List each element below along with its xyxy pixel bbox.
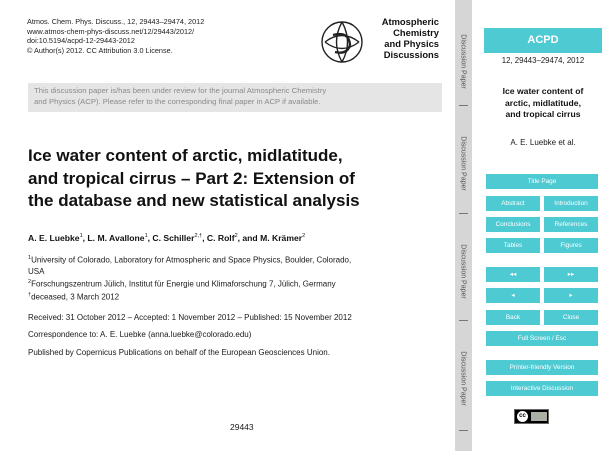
logo-line: Chemistry xyxy=(393,27,439,38)
full-screen-button[interactable]: Full Screen / Esc xyxy=(486,331,598,346)
conclusions-button[interactable]: Conclusions xyxy=(486,217,540,232)
interactive-discussion-button[interactable]: Interactive Discussion xyxy=(486,381,598,396)
affiliation-text: deceased, 3 March 2012 xyxy=(31,292,120,302)
citation-line: Atmos. Chem. Phys. Discuss., 12, 29443–29474, 2012 xyxy=(27,17,205,26)
running-title-line: arctic, midlatitude, xyxy=(505,97,581,108)
url-line[interactable]: www.atmos-chem-phys-discuss.net/12/29443/2012/ xyxy=(27,26,195,36)
next-page-button[interactable]: ▸ xyxy=(544,288,598,303)
affil-mark: † xyxy=(28,291,32,298)
publisher-line: Published by Copernicus Publications on behalf of the European Geosciences Union. xyxy=(28,348,330,357)
printer-friendly-button[interactable]: Printer-friendly Version xyxy=(486,360,598,375)
dates-line: Received: 31 October 2012 – Accepted: 1 November 2012 – Published: 15 November 2012 xyxy=(28,313,352,322)
affil-mark: 2 xyxy=(234,233,238,240)
figures-button[interactable]: Figures xyxy=(544,238,598,253)
author-name: C. Rolf xyxy=(206,233,235,243)
affil-mark: 2 xyxy=(28,279,32,286)
running-title-line: Ice water content of xyxy=(502,86,584,96)
doi-line: doi:10.5194/acpd-12-29443-2012 xyxy=(27,36,135,46)
strip-label: Discussion Paper xyxy=(459,136,467,191)
author-name: L. M. Avallone xyxy=(87,233,145,243)
prev-page-button[interactable]: ◂ xyxy=(486,288,540,303)
strip-divider xyxy=(459,105,468,106)
running-title-line: and tropical cirrus xyxy=(505,109,581,119)
strip-label: Discussion Paper xyxy=(459,351,467,406)
author-name: and M. Krämer xyxy=(242,233,303,243)
cc-by-icon[interactable] xyxy=(514,409,549,424)
affiliation-2 xyxy=(28,277,438,290)
correspondence-line: Correspondence to: A. E. Luebke (anna.luebke@colorado.edu) xyxy=(28,330,252,339)
journal-badge: ACPD xyxy=(484,28,602,53)
title-line: the database and new statistical analysis xyxy=(28,191,360,210)
running-authors: A. E. Luebke et al. xyxy=(510,138,576,147)
cc-circle-icon: cc xyxy=(517,411,528,422)
notice-line: and Physics (ACP). Please refer to the corresponding final paper in ACP if available. xyxy=(34,97,321,106)
egu-logo-icon xyxy=(319,19,365,65)
last-page-button[interactable]: ▸▸ xyxy=(544,267,598,282)
logo-line: Discussions xyxy=(383,49,439,60)
strip-divider xyxy=(459,213,468,214)
sidebar xyxy=(472,0,612,451)
paper-title xyxy=(28,145,448,213)
logo-line: and Physics xyxy=(384,38,439,49)
author-list: A. E. Luebke$^1$, L. M. Avallone$^1$, C. Schiller$^{2,\dagger}$, C. Rolf$^2$, and M. Krämer$^2$ xyxy=(28,233,306,243)
license-line: © Author(s) 2012. CC Attribution 3.0 License. xyxy=(27,45,173,55)
affiliation-1b: USA xyxy=(28,266,45,276)
affiliation-text: University of Colorado, Laboratory for Atmospheric and Space Physics, Boulder, Colorado, xyxy=(31,255,352,265)
running-title xyxy=(484,86,602,121)
title-page-button[interactable]: Title Page xyxy=(486,174,598,189)
references-button[interactable]: References xyxy=(544,217,598,232)
volume-info: 12, 29443–29474, 2012 xyxy=(501,56,585,65)
tables-button[interactable]: Tables xyxy=(486,238,540,253)
affiliations xyxy=(28,253,438,303)
title-line: and tropical cirrus – Part 2: Extension of xyxy=(28,168,355,188)
affiliation-1 xyxy=(28,253,438,266)
affil-mark: 2 xyxy=(302,233,306,240)
by-badge-icon xyxy=(531,412,547,421)
logo-line: Atmospheric xyxy=(381,16,439,27)
close-button[interactable]: Close xyxy=(544,310,598,325)
strip-label: Discussion Paper xyxy=(459,244,467,299)
first-page-button[interactable]: ◂◂ xyxy=(486,267,540,282)
strip-divider xyxy=(459,320,468,321)
affiliation-text: Forschungszentrum Jülich, Institut für Energie und Klimaforschung 7, Jülich, Germany xyxy=(31,279,336,289)
author-name: C. Schiller xyxy=(152,233,195,243)
citation-header xyxy=(27,17,204,55)
review-notice xyxy=(28,83,442,112)
affil-mark: 2,† xyxy=(194,233,203,240)
logo-wordmark xyxy=(367,16,439,60)
discussion-strip xyxy=(455,0,472,451)
page-number: 29443 xyxy=(230,422,254,432)
author-name: A. E. Luebke xyxy=(28,233,80,243)
back-button[interactable]: Back xyxy=(486,310,540,325)
journal-logo xyxy=(319,13,441,71)
title-line: Ice water content of arctic, midlatitude, xyxy=(28,146,343,165)
introduction-button[interactable]: Introduction xyxy=(544,196,598,211)
abstract-button[interactable]: Abstract xyxy=(486,196,540,211)
affiliation-3 xyxy=(28,290,438,303)
affil-mark: 1 xyxy=(28,255,32,261)
strip-label: Discussion Paper xyxy=(459,34,467,89)
notice-line: This discussion paper is/has been under review for the journal Atmospheric Chemistry xyxy=(34,86,327,95)
affil-mark: 1 xyxy=(79,233,83,240)
strip-divider xyxy=(459,430,468,431)
affil-mark: 1 xyxy=(144,233,148,240)
